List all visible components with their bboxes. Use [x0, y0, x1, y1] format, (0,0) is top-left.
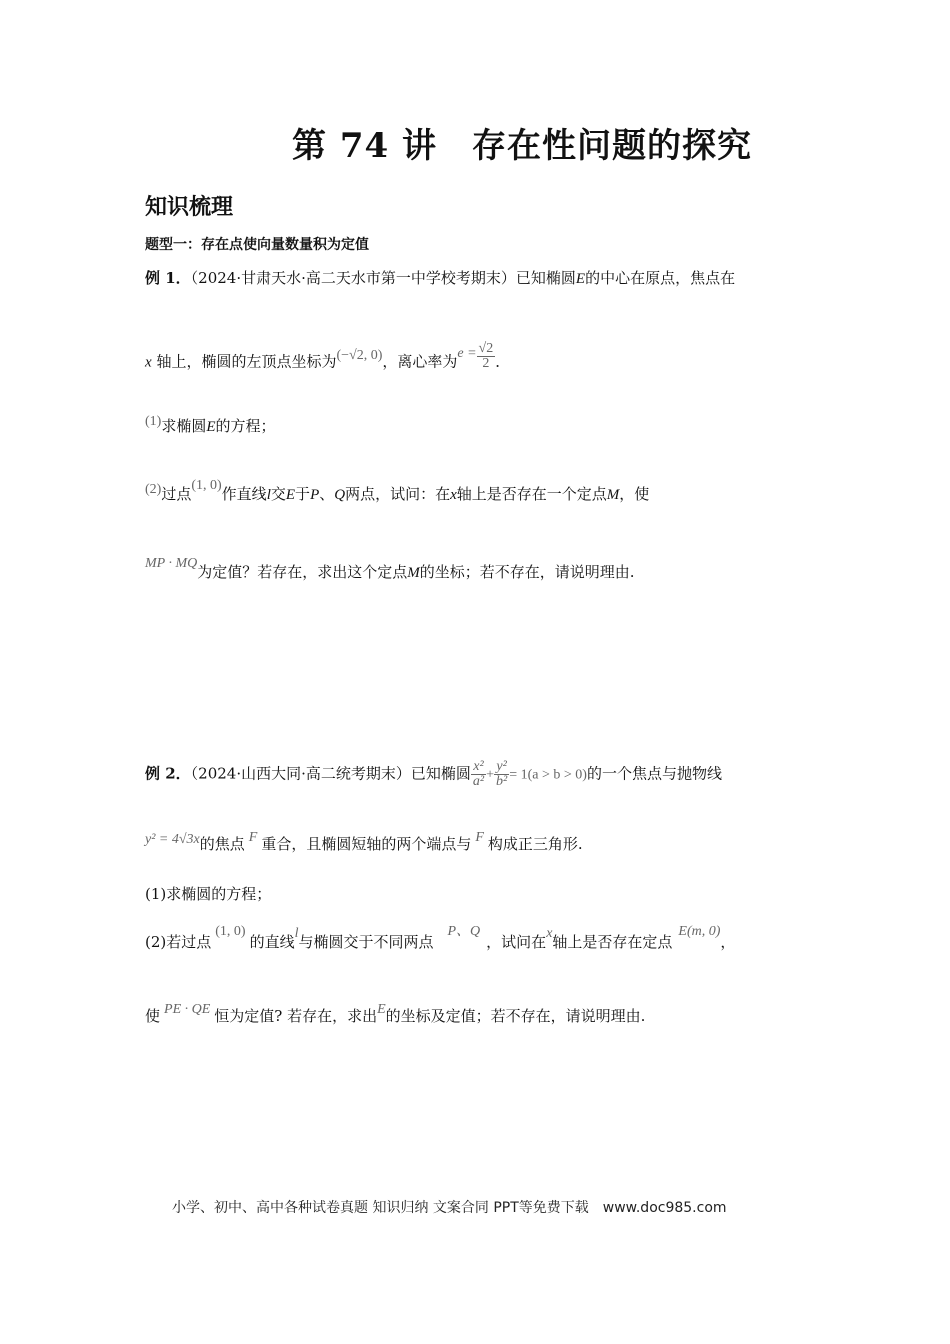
fraction-denominator: a²	[472, 774, 485, 789]
part-1-text: (1)求椭圆的方程；	[145, 885, 272, 903]
eccentricity-fraction	[477, 342, 496, 371]
point-m-symbol: M	[606, 487, 620, 503]
ellipse-y-fraction	[494, 760, 509, 789]
point-p-symbol: P	[310, 487, 320, 503]
focus-symbol: F	[475, 830, 484, 845]
example-1-label: 例 1．	[145, 269, 191, 287]
page-footer: 小学、初中、高中各种试卷真题 知识归纳 文案合同 PPT等免费下载 www.doc985.com	[172, 1200, 727, 1216]
x-axis-symbol: x	[450, 487, 457, 503]
point-q-symbol: Q	[334, 487, 346, 503]
example-2-source: （2024·山西大同·高二统考期末）已知椭圆	[190, 764, 471, 783]
part-2-text-end: 的坐标；若不存在，请说明理由.	[419, 563, 635, 581]
plus-sign: +	[486, 767, 494, 783]
part-2-text: 交	[270, 485, 286, 503]
example-1-part-1	[145, 416, 276, 438]
left-vertex-coordinate: (−√2, 0)	[336, 347, 383, 363]
ellipse-symbol: E	[285, 487, 296, 503]
ellipse-symbol: E	[206, 419, 216, 435]
example-2-part-1	[145, 884, 271, 904]
eccentricity-lhs: e =	[457, 345, 477, 361]
part-2-text: 恒为定值? 若存在，求出	[214, 1007, 378, 1025]
section-heading: 知识梳理	[145, 195, 234, 220]
example-1-line2	[145, 341, 511, 377]
page-title: 第 74 讲 存在性问题的探究	[292, 126, 752, 166]
example-1-line2-text: 轴上，椭圆的左顶点坐标为	[151, 352, 337, 371]
focus-symbol: F	[248, 830, 258, 845]
part-2-text: 为定值？若存在，求出这个定点	[197, 563, 408, 581]
part-2-text: 与椭圆交于不同两点	[298, 933, 434, 951]
part-2-text: 两点，试问：在	[345, 485, 451, 503]
example-2-intro-tail: 的一个焦点与抛物线	[586, 764, 722, 783]
example-2-text: 的焦点	[199, 835, 245, 853]
part-1-text-end: 的方程；	[215, 417, 276, 435]
part-2-text: ，	[720, 933, 736, 951]
example-2-part-2-cont	[145, 1002, 646, 1028]
x-axis-symbol: x	[145, 354, 152, 371]
part-2-text: 、	[319, 485, 335, 503]
example-2-text: 构成正三角形.	[487, 835, 583, 853]
part-2-text: 作直线	[221, 485, 267, 503]
fraction-denominator: b²	[496, 774, 508, 789]
point-e-coordinate: E(m, 0)	[678, 924, 721, 939]
part-2-text: 于	[295, 485, 311, 503]
line-symbol: l	[294, 926, 299, 941]
dot-product-expression: MP · MQ	[145, 556, 198, 571]
sentence-end: ．	[495, 352, 511, 371]
x-axis-symbol: x	[546, 926, 553, 941]
ellipse-condition: = 1(a > b > 0)	[509, 767, 587, 783]
point-e-symbol: E	[377, 1002, 386, 1017]
example-1-intro-tail: 的中心在原点，焦点在	[585, 269, 736, 287]
points-pq-symbol: P、Q	[447, 924, 481, 939]
eccentricity-numerator: √2	[478, 341, 494, 356]
eccentricity-label: ，离心率为	[382, 352, 458, 371]
part-2-text-end: 的坐标及定值；若不存在，请说明理由.	[385, 1007, 646, 1025]
part-2-text: 轴上是否存在一个定点	[456, 485, 607, 503]
part-2-text: 使	[145, 1007, 161, 1025]
example-1-part-2	[145, 478, 650, 506]
point-coordinate: (1, 0)	[191, 478, 222, 493]
dot-product-expression: PE · QE	[164, 1002, 211, 1017]
example-1-part-2-cont	[145, 556, 635, 584]
ellipse-x-fraction	[471, 760, 486, 789]
part-2-text: (2)若过点	[145, 933, 212, 951]
point-m-symbol: M	[407, 565, 420, 581]
part-1-text: 求椭圆	[161, 417, 207, 435]
part-2-text: 过点	[161, 485, 192, 503]
parabola-equation: y² = 4√3x	[145, 832, 200, 847]
example-2-part-2	[145, 924, 736, 954]
part-2-text: ，试问在	[486, 933, 547, 951]
line-symbol: l	[266, 487, 271, 503]
point-coordinate: (1, 0)	[215, 924, 246, 939]
part-2-text: ，使	[619, 485, 650, 503]
example-1-intro	[145, 268, 735, 289]
part-1-number: (1)	[145, 414, 162, 429]
example-1-source: （2024·甘肃天水·高二天水市第一中学校考期末）已知椭圆	[190, 269, 576, 287]
eccentricity-denominator: 2	[482, 356, 490, 371]
part-2-number: (2)	[145, 482, 162, 497]
fraction-numerator: x²	[471, 760, 486, 775]
fraction-numerator: y²	[494, 760, 509, 775]
part-2-text: 轴上是否存在定点	[552, 933, 673, 951]
example-2-text: 重合，且椭圆短轴的两个端点与	[261, 835, 472, 853]
ellipse-symbol: E	[575, 271, 586, 287]
example-2-label: 例 2．	[145, 764, 191, 783]
question-type-heading: 题型一：存在点使向量数量积为定值	[145, 237, 369, 253]
part-2-text: 的直线	[249, 933, 295, 951]
example-2-line2	[145, 830, 583, 856]
example-2-intro	[145, 760, 722, 789]
